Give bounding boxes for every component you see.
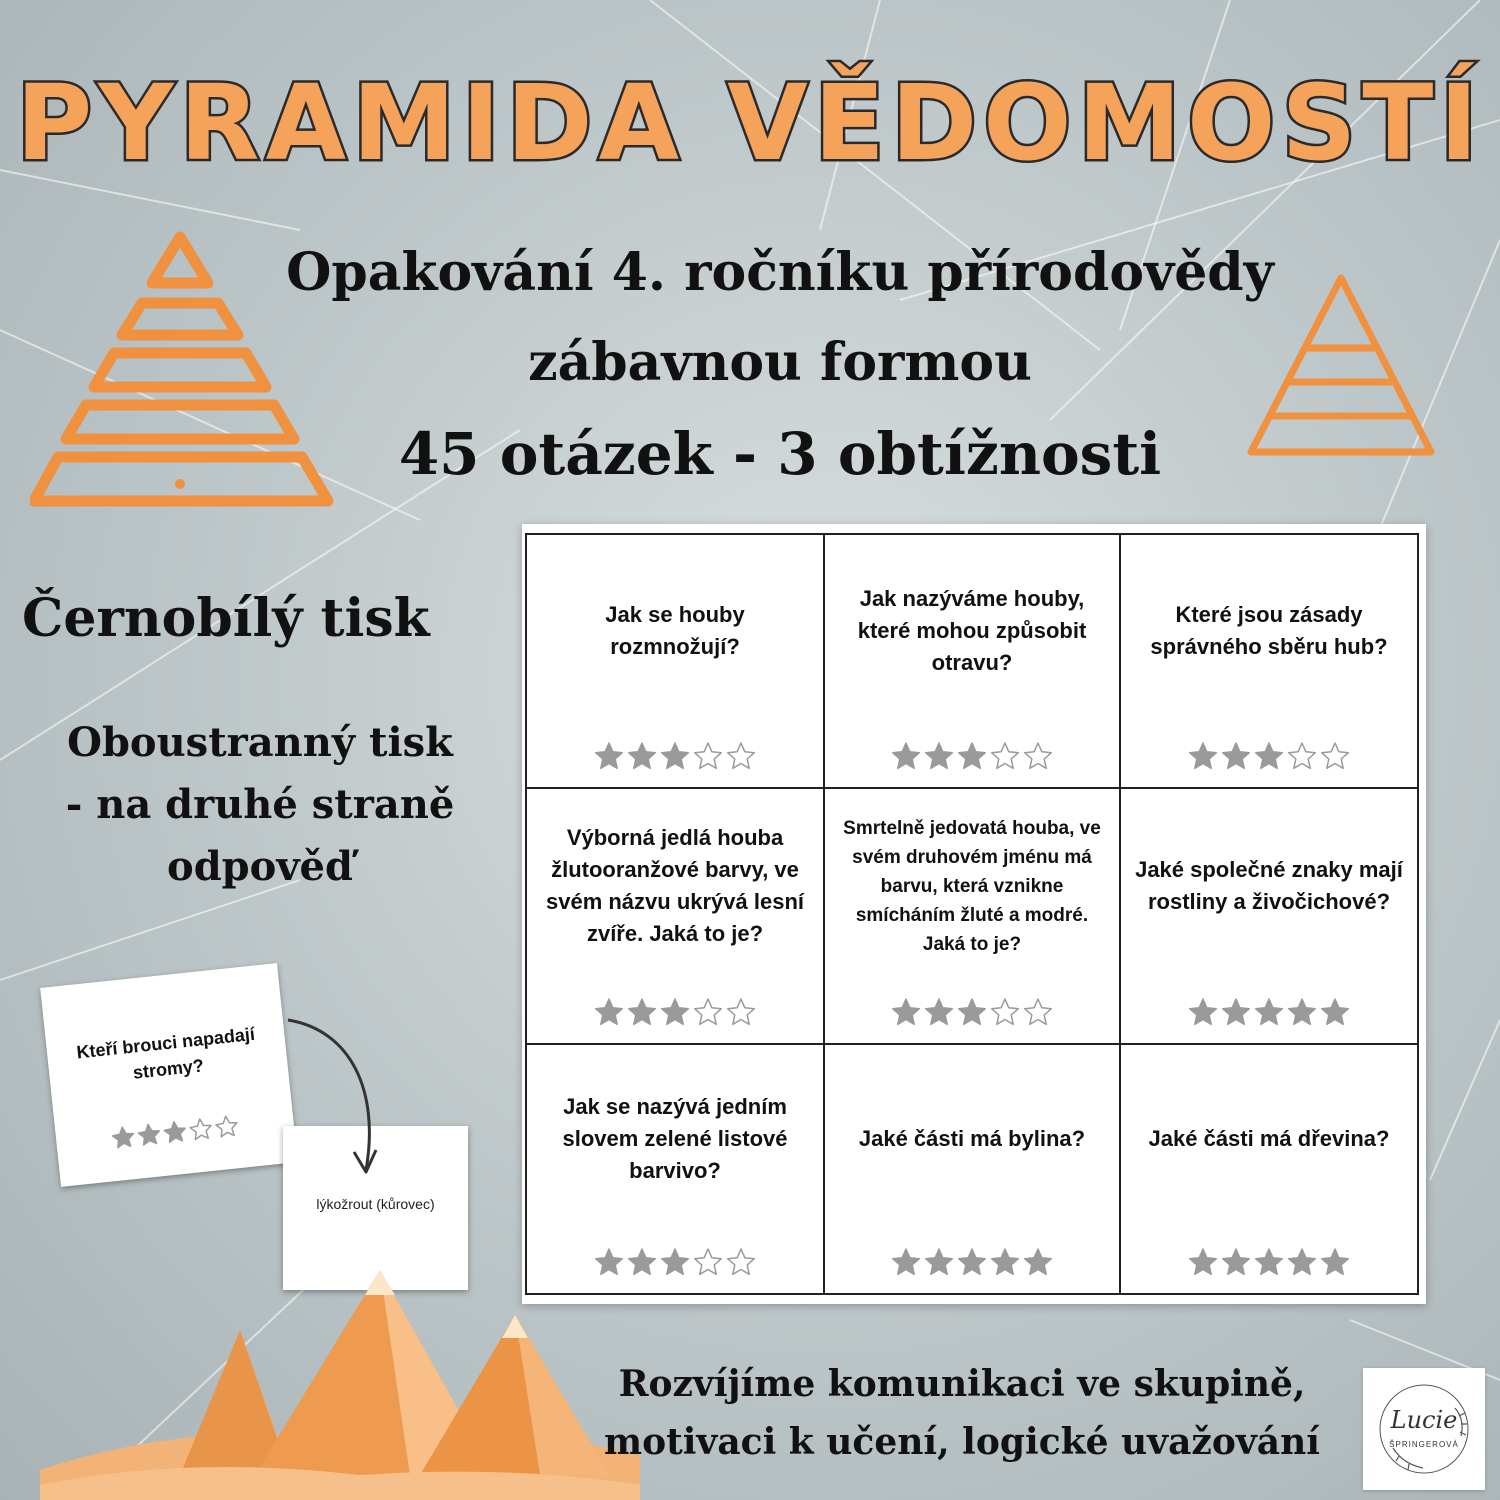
curved-arrow-icon bbox=[270, 1000, 390, 1180]
star-filled-icon bbox=[596, 743, 623, 768]
question-text: Které jsou zásady správného sběru hub? bbox=[1150, 602, 1388, 659]
star-filled-icon bbox=[662, 1249, 689, 1274]
star-empty-icon bbox=[992, 743, 1019, 768]
footer-text bbox=[582, 1355, 1342, 1471]
question-text: Výborná jedlá houba žlutooranžové barvy, ve svém názvu ukrývá lesní zvíře. Jaká to je? bbox=[545, 825, 805, 946]
author-logo bbox=[1363, 1368, 1485, 1490]
description-line: Oboustranný tisk bbox=[67, 719, 453, 766]
difficulty-stars bbox=[1121, 997, 1417, 1033]
star-filled-icon bbox=[893, 743, 920, 768]
difficulty-stars bbox=[1121, 1247, 1417, 1283]
star-filled-icon bbox=[1025, 1249, 1052, 1274]
star-empty-icon bbox=[695, 743, 722, 768]
example-question: Kteří brouci napadají stromy? bbox=[75, 1023, 256, 1083]
star-empty-icon bbox=[215, 1115, 238, 1137]
logo-name: Lucie bbox=[1390, 1406, 1458, 1434]
description-line: - na druhé straně bbox=[65, 781, 455, 828]
star-empty-icon bbox=[728, 999, 755, 1024]
star-filled-icon bbox=[926, 743, 953, 768]
star-filled-icon bbox=[1223, 1249, 1250, 1274]
question-card bbox=[823, 1043, 1121, 1295]
star-empty-icon bbox=[1025, 999, 1052, 1024]
star-filled-icon bbox=[959, 743, 986, 768]
star-filled-icon bbox=[1256, 1249, 1283, 1274]
example-answer: lýkožrout (kůrovec) bbox=[316, 1196, 435, 1212]
star-filled-icon bbox=[959, 1249, 986, 1274]
difficulty-stars bbox=[825, 997, 1119, 1033]
page-title: PYRAMIDA VĚDOMOSTÍ bbox=[15, 62, 1485, 184]
star-empty-icon bbox=[695, 999, 722, 1024]
star-filled-icon bbox=[1223, 999, 1250, 1024]
star-filled-icon bbox=[1190, 999, 1217, 1024]
star-filled-icon bbox=[1289, 999, 1316, 1024]
star-filled-icon bbox=[1190, 1249, 1217, 1274]
question-text: Jak se nazývá jedním slovem zelené listové barvivo? bbox=[562, 1094, 788, 1183]
star-filled-icon bbox=[926, 1249, 953, 1274]
star-empty-icon bbox=[189, 1118, 212, 1140]
subtitle-line-1: Opakování 4. ročníku přírodovědy bbox=[286, 242, 1274, 303]
star-filled-icon bbox=[163, 1121, 186, 1143]
star-filled-icon bbox=[1322, 999, 1349, 1024]
question-card bbox=[1119, 787, 1419, 1045]
question-text: Jak nazýváme houby, které mohou způsobit otravu? bbox=[857, 586, 1087, 675]
star-filled-icon bbox=[1322, 1249, 1349, 1274]
question-text: Jaké společné znaky mají rostliny a živočichové? bbox=[1135, 857, 1403, 914]
example-difficulty-stars bbox=[55, 1107, 295, 1160]
star-filled-icon bbox=[926, 999, 953, 1024]
question-card bbox=[823, 533, 1121, 789]
star-filled-icon bbox=[1289, 1249, 1316, 1274]
star-empty-icon bbox=[992, 999, 1019, 1024]
star-filled-icon bbox=[112, 1126, 135, 1148]
star-filled-icon bbox=[959, 999, 986, 1024]
star-filled-icon bbox=[1256, 743, 1283, 768]
subtitle-line-2: zábavnou formou bbox=[528, 332, 1032, 393]
question-card bbox=[525, 1043, 825, 1295]
star-filled-icon bbox=[629, 743, 656, 768]
star-filled-icon bbox=[662, 743, 689, 768]
star-empty-icon bbox=[728, 743, 755, 768]
print-type-description bbox=[40, 712, 480, 898]
question-card bbox=[1119, 533, 1419, 789]
pyramid-icon-large bbox=[30, 225, 340, 545]
logo-surname: ŠPRINGEROVÁ bbox=[1389, 1440, 1459, 1449]
question-card bbox=[525, 533, 825, 789]
question-card bbox=[823, 787, 1121, 1045]
question-card bbox=[1119, 1043, 1419, 1295]
star-empty-icon bbox=[1289, 743, 1316, 768]
star-filled-icon bbox=[629, 999, 656, 1024]
example-card-front bbox=[40, 963, 298, 1187]
pyramid-icon-small bbox=[1245, 270, 1445, 460]
star-filled-icon bbox=[596, 999, 623, 1024]
star-filled-icon bbox=[1256, 999, 1283, 1024]
star-empty-icon bbox=[728, 1249, 755, 1274]
star-filled-icon bbox=[893, 1249, 920, 1274]
star-empty-icon bbox=[695, 1249, 722, 1274]
question-text: Jak se houby rozmnožují? bbox=[605, 602, 745, 659]
difficulty-stars bbox=[825, 741, 1119, 777]
description-line: odpověď bbox=[167, 843, 353, 890]
question-text: Jaké části má dřevina? bbox=[1148, 1126, 1390, 1151]
star-filled-icon bbox=[662, 999, 689, 1024]
print-type-heading: Černobílý tisk bbox=[22, 588, 430, 649]
question-card bbox=[525, 787, 825, 1045]
footer-line-2: motivaci k učení, logické uvažování bbox=[604, 1421, 1320, 1463]
difficulty-stars bbox=[527, 741, 823, 777]
star-empty-icon bbox=[1322, 743, 1349, 768]
star-filled-icon bbox=[1190, 743, 1217, 768]
footer-line-1: Rozvíjíme komunikaci ve skupině, bbox=[618, 1363, 1306, 1405]
difficulty-stars bbox=[1121, 741, 1417, 777]
star-empty-icon bbox=[1025, 743, 1052, 768]
question-text: Smrtelně jedovatá houba, ve svém druhovém jménu má barvu, která vznikne smícháním žluté a modré. Jaká to je? bbox=[843, 817, 1101, 955]
star-filled-icon bbox=[992, 1249, 1019, 1274]
question-cards-sheet bbox=[522, 524, 1426, 1304]
star-filled-icon bbox=[1223, 743, 1250, 768]
subtitle-line-3: 45 otázek - 3 obtížnosti bbox=[398, 420, 1162, 488]
star-filled-icon bbox=[138, 1123, 161, 1145]
star-filled-icon bbox=[893, 999, 920, 1024]
card-grid bbox=[526, 534, 1418, 1294]
question-text: Jaké části má bylina? bbox=[858, 1126, 1086, 1151]
difficulty-stars bbox=[825, 1247, 1119, 1283]
difficulty-stars bbox=[527, 997, 823, 1033]
pyramids-illustration bbox=[40, 1270, 640, 1500]
